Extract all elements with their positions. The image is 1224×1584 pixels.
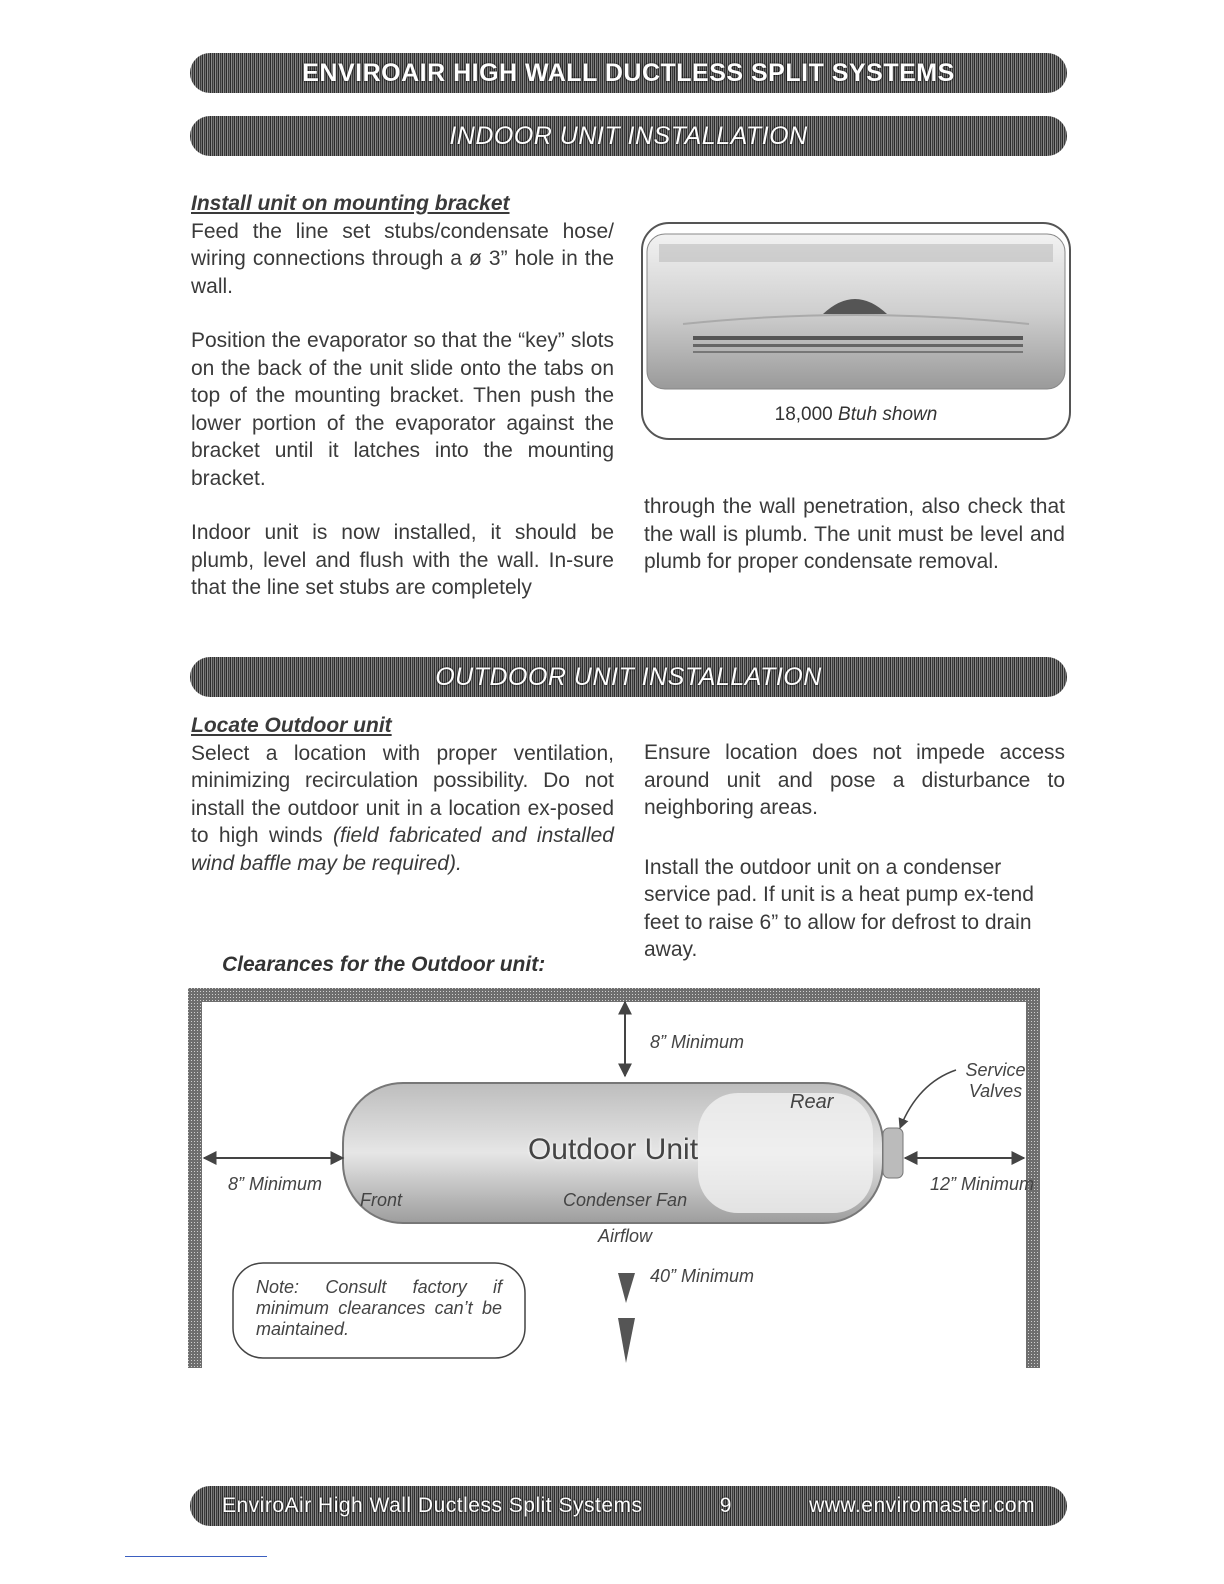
footer-url[interactable]: www.enviromaster.com [809, 1494, 1035, 1517]
left-clearance-label: 8” Minimum [228, 1174, 323, 1194]
indoor-subhead: Install unit on mounting bracket [191, 192, 510, 215]
photo-caption-text: Btuh shown [838, 404, 938, 425]
service-valves-leader [900, 1070, 956, 1128]
footnote-rule [125, 1556, 267, 1557]
indoor-right-column [644, 493, 1065, 576]
indoor-paragraph-2: Position the evaporator so that the “key” slots on the back of the unit slide onto the tabs on top of the mounting bracket. Then push the lower portion of the evaporator against the bracket until it latches into the mounting bracket. [191, 329, 614, 490]
outdoor-paragraph-1-italic: (field fabricated and installed wind baffle may be required). [191, 824, 614, 875]
indoor-section-title: INDOOR UNIT INSTALLATION [449, 122, 808, 150]
rear-label: Rear [790, 1091, 834, 1113]
outdoor-unit-label: Outdoor Unit [527, 1133, 699, 1166]
indoor-paragraph-4: through the wall penetration, also check that the wall is plumb. The unit must be level and plumb for proper condensate removal. [644, 495, 1065, 573]
outdoor-subhead: Locate Outdoor unit [191, 714, 392, 737]
outdoor-right-column [644, 739, 1065, 964]
outdoor-section-title: OUTDOOR UNIT INSTALLATION [435, 663, 822, 691]
photo-caption-number: 18,000 [774, 404, 833, 425]
indoor-paragraph-1: Feed the line set stubs/condensate hose/ wiring connections through a ø 3” hole in the wall. [191, 219, 614, 298]
front-label: Front [360, 1190, 403, 1210]
footer-banner [190, 1486, 1067, 1526]
left-wall [188, 988, 202, 1368]
outdoor-left-column [191, 712, 614, 877]
right-clearance-label: 12” Minimum [930, 1174, 1035, 1194]
outdoor-paragraph-1: Select a location with proper ventilation, minimizing recirculation possibility. Do not install the outdoor unit in a location ex-posed to high winds [191, 741, 614, 847]
outdoor-paragraph-3: Install the outdoor unit on a condenser service pad. If unit is a heat pump ex-tend feet to raise 6” to allow for defrost to drain away. [644, 855, 1034, 961]
indoor-section-banner [190, 116, 1067, 156]
header-title: ENVIROAIR HIGH WALL DUCTLESS SPLIT SYSTEMS [302, 59, 955, 87]
airflow-arrow-1 [618, 1273, 635, 1303]
outdoor-section-banner [190, 657, 1067, 697]
airflow-label: Airflow [598, 1226, 653, 1246]
indoor-unit-photo [641, 222, 1071, 440]
service-valves-label: Service Valves [965, 1060, 1026, 1101]
footer-left-text: EnviroAir High Wall Ductless Split Systems [222, 1494, 643, 1517]
clearances-title: Clearances for the Outdoor unit: [222, 953, 546, 976]
condenser-fan-label: Condenser Fan [563, 1190, 688, 1210]
header-banner [190, 53, 1067, 93]
airflow-arrow-2 [618, 1318, 635, 1363]
indoor-left-column [191, 190, 614, 602]
top-clearance-label: 8” Minimum [650, 1032, 745, 1052]
outdoor-paragraph-2: Ensure location does not impede access around unit and pose a disturbance to neighboring areas. [644, 741, 1065, 819]
top-wall [188, 988, 1040, 1002]
service-valve-block [883, 1128, 903, 1178]
indoor-paragraph-3: Indoor unit is now installed, it should be plumb, level and flush with the wall. In-sure that the line set stubs are completely [191, 521, 614, 599]
footer-page-number: 9 [719, 1494, 732, 1517]
note-text: Note: Consult factory if minimum clearances can’t be maintained. [256, 1277, 502, 1339]
bottom-clearance-label: 40” Minimum [650, 1266, 755, 1286]
